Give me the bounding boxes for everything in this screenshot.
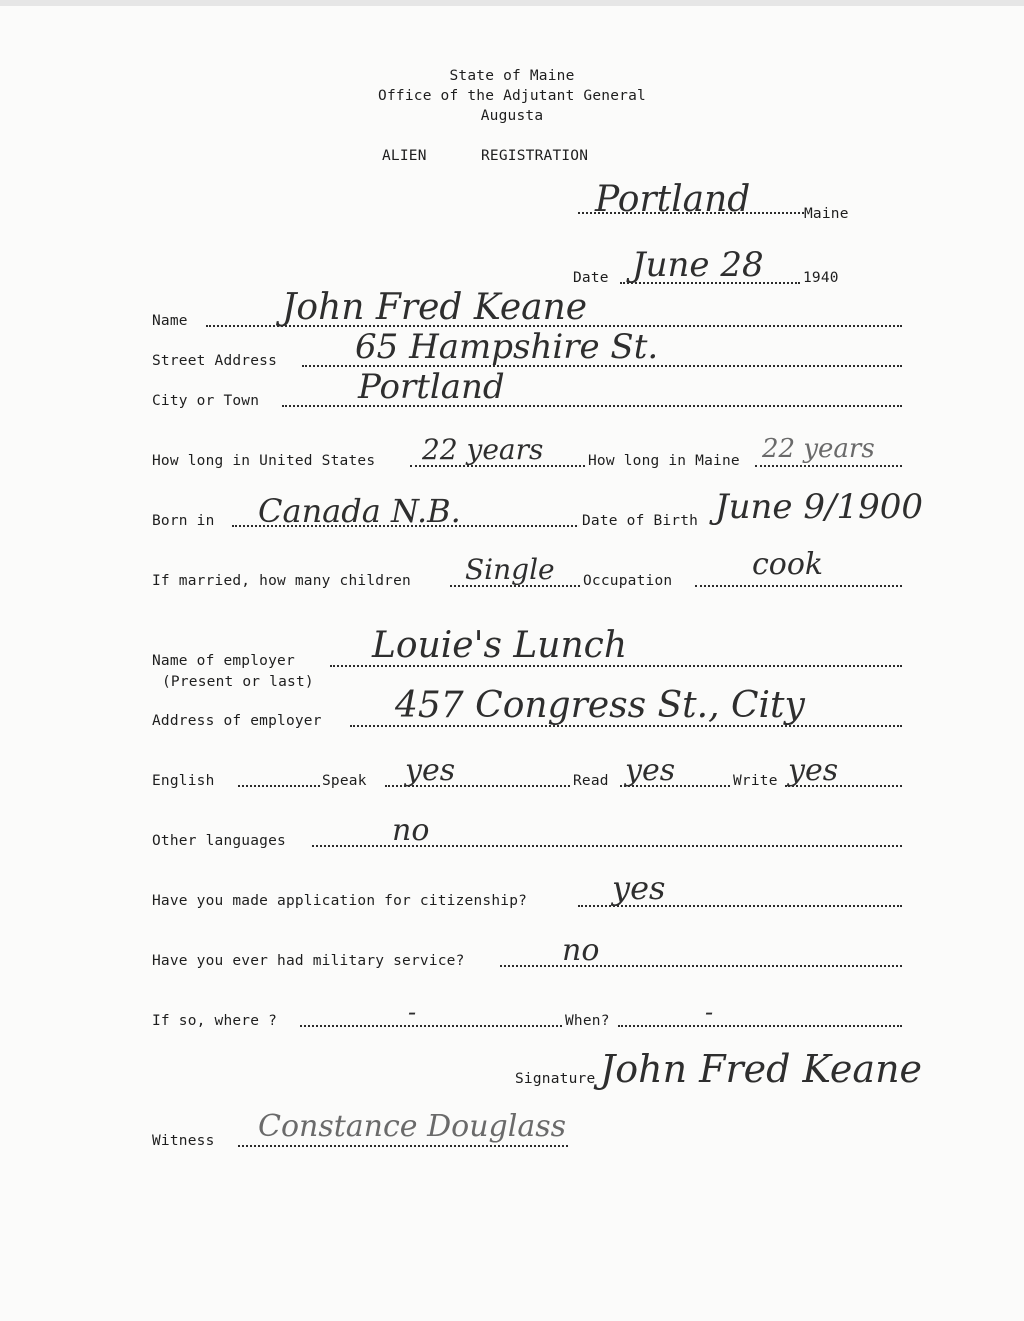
date-label: Date — [573, 270, 609, 286]
other-languages-value: no — [392, 813, 430, 848]
scan-edge — [0, 0, 1024, 6]
years-maine-label: How long in Maine — [588, 453, 740, 469]
dob-label: Date of Birth — [582, 513, 699, 529]
when-dots — [618, 1025, 902, 1027]
name-value: John Fred Keane — [282, 287, 588, 328]
read-label: Read — [573, 773, 609, 789]
speak-value: yes — [405, 753, 456, 788]
header-state: State of Maine — [449, 68, 575, 84]
witness-value: Constance Douglass — [258, 1109, 566, 1144]
when-value: - — [705, 998, 714, 1026]
employer-address-value: 457 Congress St., City — [395, 685, 805, 726]
street-label: Street Address — [152, 353, 278, 369]
when-label: When? — [565, 1013, 610, 1029]
occupation-value: cook — [752, 547, 824, 582]
where-value: - — [408, 998, 417, 1026]
children-value: Single — [465, 553, 555, 586]
witness-label: Witness — [152, 1133, 215, 1149]
speak-label: Speak — [322, 773, 367, 789]
header-office: Office of the Adjutant General — [378, 88, 646, 104]
name-label: Name — [152, 313, 188, 329]
years-us-value: 22 years — [422, 433, 544, 466]
other-languages-label: Other languages — [152, 833, 286, 849]
years-maine-value: 22 years — [762, 434, 875, 464]
occupation-dots — [695, 585, 902, 587]
write-label: Write — [733, 773, 778, 789]
citizenship-label: Have you made application for citizenship? — [152, 893, 528, 909]
born-in-label: Born in — [152, 513, 215, 529]
military-label: Have you ever had military service? — [152, 953, 465, 969]
place-suffix: Maine — [804, 206, 849, 222]
children-label: If married, how many children — [152, 573, 411, 589]
date-value: June 28 — [632, 245, 764, 285]
dob-value: June 9/1900 — [715, 487, 923, 527]
employer-label: Name of employer — [152, 653, 295, 669]
born-in-value: Canada N.B. — [258, 492, 461, 530]
occupation-label: Occupation — [583, 573, 673, 589]
years-us-label: How long in United States — [152, 453, 376, 469]
city-label: City or Town — [152, 393, 260, 409]
witness-dots — [238, 1145, 568, 1147]
header-alien: ALIEN — [382, 148, 427, 164]
citizenship-value: yes — [612, 869, 666, 907]
employer-value: Louie's Lunch — [372, 625, 628, 666]
where-label: If so, where ? — [152, 1013, 278, 1029]
english-label: English — [152, 773, 215, 789]
header-registration: REGISTRATION — [481, 148, 589, 164]
date-year: 1940 — [803, 270, 839, 286]
header-city: Augusta — [480, 108, 544, 124]
where-dots — [300, 1025, 562, 1027]
military-dots — [500, 965, 902, 967]
english-dots — [238, 785, 320, 787]
city-value: Portland — [358, 367, 505, 407]
employer-sublabel: (Present or last) — [162, 674, 314, 690]
street-value: 65 Hampshire St. — [355, 327, 659, 367]
signature-value: John Fred Keane — [600, 1047, 923, 1091]
years-maine-dots — [755, 465, 902, 467]
military-value: no — [562, 933, 600, 968]
write-value: yes — [788, 753, 839, 788]
read-value: yes — [625, 753, 676, 788]
signature-label: Signature — [515, 1071, 596, 1087]
place-value: Portland — [595, 179, 751, 220]
employer-address-label: Address of employer — [152, 713, 322, 729]
